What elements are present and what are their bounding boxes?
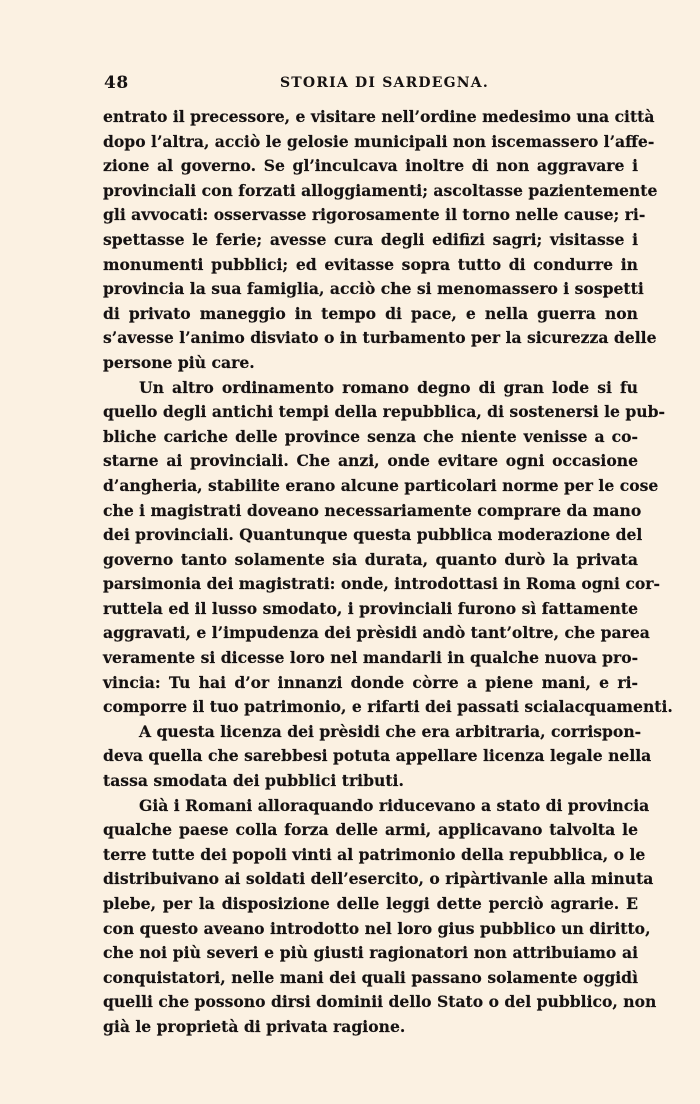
text-line: dopo l’altra, acciò le gelosie municipali non iscemassero l’affe- xyxy=(103,131,655,151)
text-line: ruttela ed il lusso smodato, i provinciali furono sì fattamente xyxy=(103,598,638,618)
text-line: starne ai provinciali. Che anzi, onde evitare ogni occasione xyxy=(103,451,638,471)
text-line: s’avesse l’animo disviato o in turbamento per la sicurezza delle xyxy=(103,328,657,348)
text-line: terre tutte dei popoli vinti al patrimonio della repubblica, o le xyxy=(103,844,646,864)
text-line: quelli che possono dirsi dominii dello Stato o del pubblico, non xyxy=(103,992,657,1012)
text-line: aggravati, e l’impudenza dei prèsidi andò tant’oltre, che parea xyxy=(103,623,650,643)
paragraph xyxy=(103,720,652,794)
text-line: monumenti pubblici; ed evitasse sopra tutto di condurre in xyxy=(103,254,638,274)
text-line: provincia la sua famiglia, acciò che si menomassero i sospetti xyxy=(103,279,644,299)
text-line: distribuivano ai soldati dell’esercito, o ripàrtivanle alla minuta xyxy=(103,869,654,889)
text-line: che noi più severi e più giusti ragionatori non attribuiamo ai xyxy=(103,943,638,963)
text-line: quello degli antichi tempi della repubblica, di sostenersi le pub- xyxy=(103,402,666,422)
text-line: provinciali con forzati alloggiamenti; ascoltasse pazientemente xyxy=(103,180,658,200)
text-line: tassa smodata dei pubblici tributi. xyxy=(103,771,404,791)
page-header xyxy=(104,73,638,93)
text-line: entrato il precessore, e visitare nell’ordine medesimo una città xyxy=(103,107,655,126)
text-line: Già i Romani alloraquando riducevano a stato di provincia xyxy=(139,795,650,815)
text-line: gli avvocati: osservasse rigorosamente il torno nelle cause; ri- xyxy=(103,205,646,225)
body-text xyxy=(103,105,673,1040)
text-line: veramente si dicesse loro nel mandarli in qualche nuova pro- xyxy=(103,648,639,668)
text-line: che i magistrati doveano necessariamente comprare da mano xyxy=(103,500,642,520)
text-line: bliche cariche delle province senza che niente venisse a co- xyxy=(103,426,638,446)
paragraph xyxy=(103,376,673,720)
text-line: A questa licenza dei prèsidi che era arbitraria, corrispon- xyxy=(139,721,642,741)
text-line: conquistatori, nelle mani dei quali passano solamente oggidì xyxy=(103,967,638,987)
text-line: plebe, per la disposizione delle leggi dette perciò agrarie. E xyxy=(103,894,638,913)
text-line: deva quella che sarebbesi potuta appellare licenza legale nella xyxy=(103,746,652,766)
text-line: comporre il tuo patrimonio, e rifarti dei passati scialacquamenti. xyxy=(103,697,673,717)
text-line: vincia: Tu hai d’or innanzi donde còrre a piene mani, e ri- xyxy=(103,672,638,692)
text-line: persone più care. xyxy=(103,352,255,372)
text-line: Un altro ordinamento romano degno di gran lode si fu xyxy=(139,377,638,397)
text-line: spettasse le ferie; avesse cura degli edifizi sagri; visitasse i xyxy=(103,229,638,249)
text-line: qualche paese colla forza delle armi, applicavano talvolta le xyxy=(103,820,638,840)
text-line: dei provinciali. Quantunque questa pubblica moderazione del xyxy=(103,525,643,545)
text-line: governo tanto solamente sia durata, quanto durò la privata xyxy=(103,549,638,569)
text-line: di privato maneggio in tempo di pace, e nella guerra non xyxy=(103,303,638,323)
text-line: già le proprietà di privata ragione. xyxy=(103,1016,406,1036)
page-number: 48 xyxy=(104,73,129,93)
text-line: parsimonia dei magistrati: onde, introdottasi in Roma ogni cor- xyxy=(103,574,660,594)
text-line: con questo aveano introdotto nel loro gius pubblico un diritto, xyxy=(103,918,651,938)
text-line: d’angheria, stabilite erano alcune particolari norme per le cose xyxy=(103,475,659,495)
running-title: STORIA DI SARDEGNA. xyxy=(280,75,489,91)
text-line: zione al governo. Se gl’inculcava inoltre di non aggravare i xyxy=(103,156,638,176)
paragraph xyxy=(103,794,657,1040)
paragraph xyxy=(103,105,658,376)
